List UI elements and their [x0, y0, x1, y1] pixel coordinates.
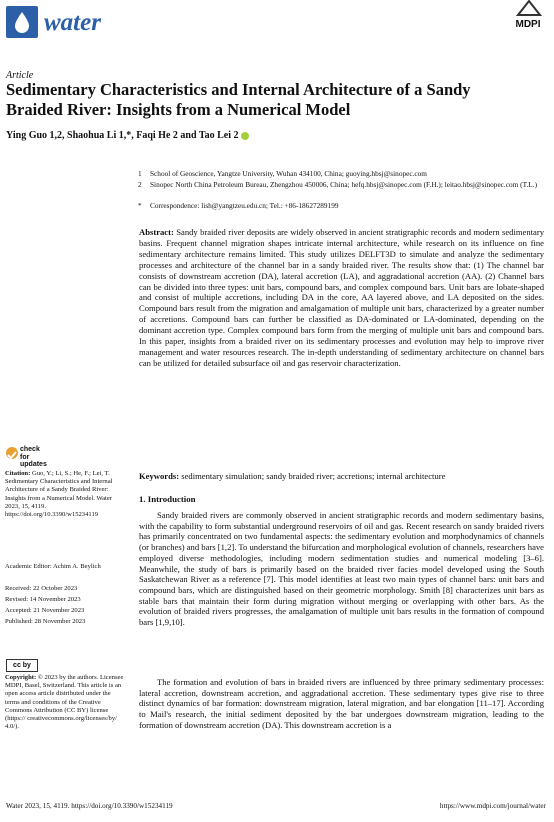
revised-date: Revised: 14 November 2023 — [5, 596, 81, 603]
accepted-date: Accepted: 21 November 2023 — [5, 607, 85, 614]
authors-text: Ying Guo 1,2, Shaohua Li 1,*, Faqi He 2 and Tao Lei 2 — [6, 130, 239, 141]
copyright-label: Copyright: — [5, 674, 37, 681]
cc-license-badge[interactable]: cc by — [6, 659, 38, 672]
journal-logo-icon — [6, 6, 38, 38]
keywords — [139, 471, 544, 482]
affiliation-2: 2 Sinopec North China Petroleum Bureau, Zhengzhou 450006, China; hefq.hbsj@sinopec.com (F.H.); leitao.hbsj@sinopec.com (T.L.) — [138, 180, 538, 189]
article-type: Article — [6, 70, 34, 81]
paragraph-1: Sandy braided rivers are commonly observed in ancient stratigraphic records and modern sedimentary basins, with the capability to form substantial underground reservoirs of oil and gas. Recent research on sandy braided rivers has primarily concentrated on two fundamental aspects: the sedimentary evolution and morphodynamics of channels (or branches) and bars [1,2]. To understand the bifurcation and morphological evolution of channels, researchers have employed diverse methodologies, including modern sedimentation studies and numerical modeling [3–6]. Meanwhile, the study of bars is primarily based on the braided river facies model developed using the South Saskatchewan River as a reference [7]. This model identifies at least two main types of channel bars: unit bars and compound bars, which are distinguished based on their geometric morphology. Smith [8] characterizes unit bars as stable bars that maintain their form during migration without merging or overlapping with other bars. As the evolution of braided rivers progresses, the amalgamation of multiple unit bars results in the formation of compound bars [1,9,10]. — [139, 510, 544, 628]
citation-text: Guo, Y.; Li, S.; He, F.; Lei, T. Sedimentary Characteristics and Internal Architecture of a Sandy Braided River: Insights from a Numerical Model. Water 2023, 15, 4119. https://doi.org/10.3390/w15234119 — [5, 470, 113, 519]
footer-url[interactable]: https://www.mdpi.com/journal/water — [439, 802, 546, 810]
section-heading: 1. Introduction — [139, 494, 196, 504]
publisher-name: MDPI — [515, 19, 541, 30]
copyright-block — [5, 674, 125, 731]
received-date: Received: 22 October 2023 — [5, 585, 78, 592]
keywords-text: sedimentary simulation; sandy braided river; accretions; internal architecture — [181, 471, 446, 481]
citation-block — [5, 470, 125, 519]
abstract-label: Abstract: — [139, 227, 174, 237]
abstract-text: Sandy braided river deposits are widely observed in ancient stratigraphic records and modern sedimentary basins. Frequent channel migration shapes intricate internal architecture, while research on its influence on fine sedimentary architecture remains limited. This study utilizes DELFT3D to simulate and analyze the sedimentary processes and architecture of the channel bar in a sandy braided river. The results show that: (1) The channel bar consists of downstream accretion (DA), lateral accretion (LA), and aggradational accretion (AA). (2) Channel bars can be divided into three types: unit bars, compound bars, and complex compound bars. Unit bars are lobate-shaped and consist of multiple accretions, including DA in the core, AA layered above, and LA deposited on the sides. Compound bars result from the migration and amalgamation of multiple unit bars, characterized by a greater number of accretions. Compound bars can further be classified as DA-dominated or LA-dominated, depending on the dominant accretion type. Complex compound bars form from the merging of multiple unit bars and compound bars. In this paper, insights from a braided river on its sedimentary processes and evolution may help to improve river management and water resources research. The in-depth understanding of sedimentary architecture on channel bars can be utilized for detailed subsurface oil and gas reservoir characterization. — [139, 227, 544, 368]
abstract — [139, 227, 544, 369]
author-list — [6, 130, 249, 141]
paper-title: Sedimentary Characteristics and Internal Architecture of a Sandy Braided River: Insights from a Numerical Model — [6, 80, 471, 119]
academic-editor: Academic Editor: Achim A. Beylich — [5, 563, 101, 570]
check-updates-badge[interactable] — [5, 444, 47, 472]
orcid-icon[interactable] — [241, 132, 249, 140]
check-updates-icon — [5, 446, 19, 464]
footer-citation[interactable]: Water 2023, 15, 4119. https://doi.org/10.3390/w15234119 — [6, 802, 173, 810]
paragraph-2: The formation and evolution of bars in braided rivers are influenced by three primary sedimentary processes: lateral accretion, downstream accretion, and aggradational accretion. These sedimentary types give rise to three distinct dynamics of bar formation: downstream migration, lateral migration, and bar elongation [11–17]. According to Mail's research, the initial sediment deposited by the bar undergoes downstream migration, leading to the formation of downstream accretion (DA). This downstream accretion is a — [139, 677, 544, 730]
journal-name: water — [44, 9, 101, 36]
keywords-label: Keywords: — [139, 471, 180, 481]
mdpi-logo-icon — [516, 0, 542, 21]
published-date: Published: 28 November 2023 — [5, 618, 86, 625]
copyright-text: © 2023 by the authors. Licensee MDPI, Basel, Switzerland. This article is an open access article distributed under the terms and conditions of the Creative Commons Attribution (CC BY) license (https:// creativecommons.org/licenses/by/ 4.0/). — [5, 674, 124, 731]
affiliation-1: 1 School of Geoscience, Yangtze University, Wuhan 434100, China; guoying.hbsj@sinopec.com — [138, 169, 427, 178]
citation-label: Citation: — [5, 470, 31, 477]
correspondence: * Correspondence: lish@yangtzeu.edu.cn; Tel.: +86-18627289199 — [138, 201, 339, 210]
check-updates-label: check for updates — [20, 446, 47, 468]
